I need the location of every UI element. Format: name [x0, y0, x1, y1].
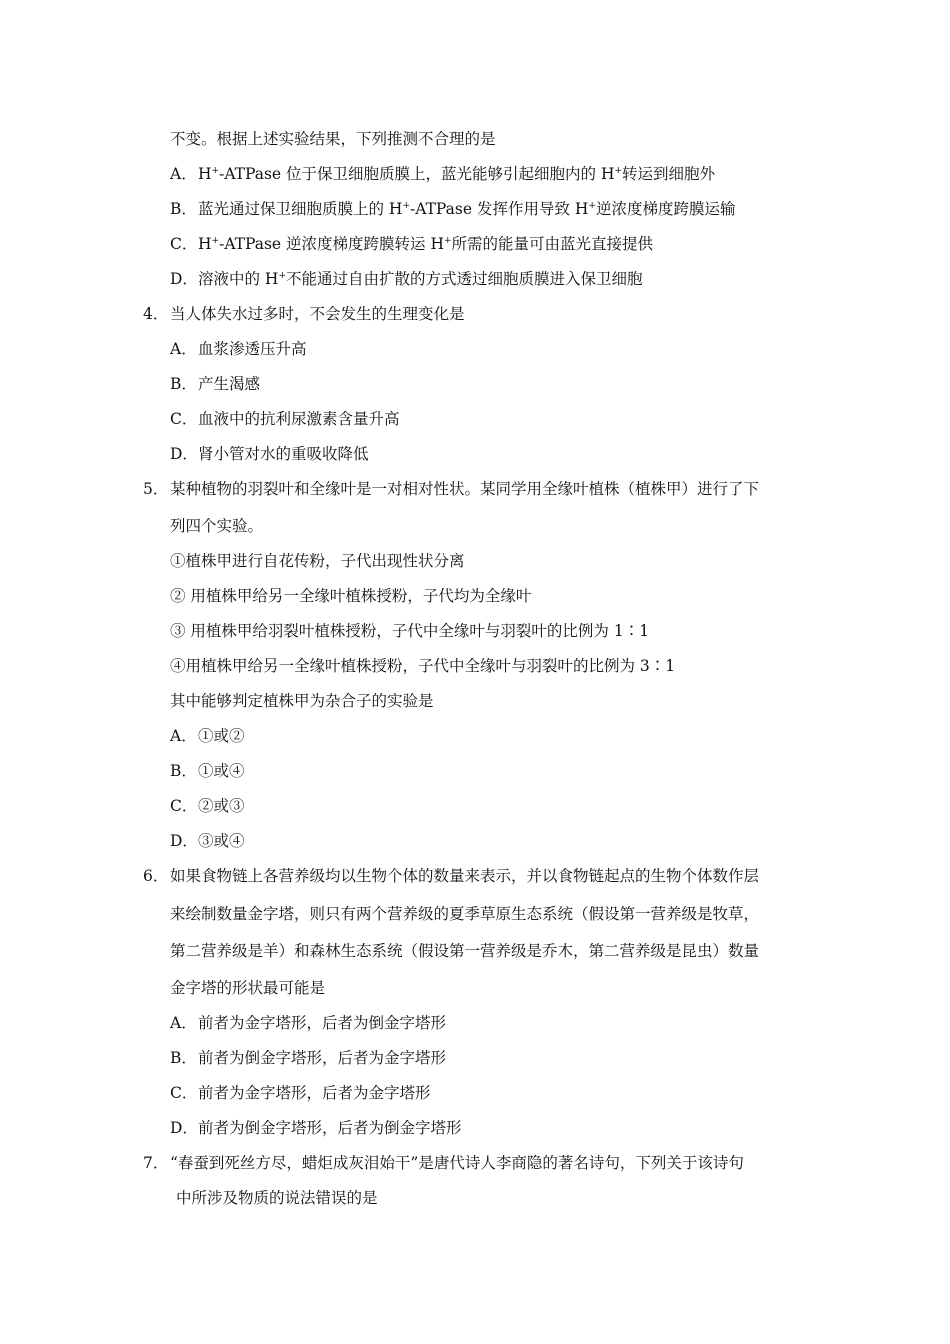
q6-option-a — [170, 1013, 446, 1033]
q5-experiment-2: ② 用植株甲给另一全缘叶植株授粉，子代均为全缘叶 — [170, 587, 532, 605]
q3-stem-tail: 不变。根据上述实验结果，下列推测不合理的是 — [170, 130, 496, 148]
option-letter: A． — [170, 727, 197, 745]
option-letter: B． — [170, 762, 197, 780]
superscript: + — [278, 271, 286, 281]
option-text: H — [198, 235, 212, 253]
q4-stem: 当人体失水过多时，不会发生的生理变化是 — [170, 305, 465, 323]
option-letter: C． — [170, 410, 198, 428]
option-text: 前者为金字塔形，后者为金字塔形 — [198, 1084, 431, 1102]
option-text: 溶液中的 H — [198, 270, 279, 288]
option-letter: D． — [170, 1119, 198, 1137]
q7-stem-line2: 中所涉及物质的说法错误的是 — [176, 1189, 378, 1207]
option-letter: B． — [170, 375, 197, 393]
q6-stem-line1: 如果食物链上各营养级均以生物个体的数量来表示，并以食物链起点的生物个体数作层 — [170, 867, 760, 885]
q5-experiment-3: ③ 用植株甲给羽裂叶植株授粉，子代中全缘叶与羽裂叶的比例为 1∶1 — [170, 622, 650, 640]
q7-stem-line1: “春蚕到死丝方尽，蜡炬成灰泪始干”是唐代诗人李商隐的著名诗句，下列关于该诗句 — [170, 1154, 744, 1172]
option-text: ②或③ — [198, 797, 245, 815]
q3-option-c — [170, 234, 653, 254]
option-text: 产生渴感 — [198, 375, 261, 393]
q4-option-a — [170, 339, 307, 359]
option-text: -ATPase 逆浓度梯度跨膜转运 H — [219, 235, 444, 253]
superscript: + — [211, 166, 220, 176]
option-text: 前者为倒金字塔形，后者为倒金字塔形 — [198, 1119, 462, 1137]
superscript: + — [588, 201, 596, 211]
superscript: + — [211, 236, 220, 246]
option-text: 不能通过自由扩散的方式透过细胞质膜进入保卫细胞 — [286, 270, 643, 288]
q7-number: 7． — [143, 1154, 169, 1172]
option-letter: A． — [170, 340, 197, 358]
q6-stem-line4: 金字塔的形状最可能是 — [170, 979, 326, 997]
option-letter: C． — [170, 1084, 198, 1102]
option-letter: C． — [170, 235, 198, 253]
option-text: 前者为金字塔形，后者为倒金字塔形 — [198, 1014, 447, 1032]
q5-question: 其中能够判定植株甲为杂合子的实验是 — [170, 692, 434, 710]
option-text: 蓝光通过保卫细胞质膜上的 H — [198, 200, 403, 218]
q6-option-c — [170, 1083, 431, 1103]
option-text: ①或② — [198, 727, 245, 745]
q5-number: 5． — [143, 480, 169, 498]
q5-option-c — [170, 796, 245, 816]
option-text: 血浆渗透压升高 — [198, 340, 307, 358]
option-text: -ATPase 发挥作用导致 H — [410, 200, 589, 218]
q5-stem-line1: 某种植物的羽裂叶和全缘叶是一对相对性状。某同学用全缘叶植株（植株甲）进行了下 — [170, 480, 760, 498]
q4-option-d — [170, 444, 369, 464]
q6-option-d — [170, 1118, 462, 1138]
option-letter: B． — [170, 1049, 197, 1067]
q6-option-b — [170, 1048, 446, 1068]
option-letter: C． — [170, 797, 198, 815]
option-letter: B． — [170, 200, 197, 218]
q5-option-a — [170, 726, 245, 746]
q3-option-d — [170, 269, 643, 289]
option-letter: D． — [170, 832, 198, 850]
q4-number: 4． — [143, 305, 169, 323]
q6-stem-line2: 来绘制数量金字塔，则只有两个营养级的夏季草原生态系统（假设第一营养级是牧草， — [170, 905, 760, 923]
q6-stem-line3: 第二营养级是羊）和森林生态系统（假设第一营养级是乔木，第二营养级是昆虫）数量 — [170, 942, 760, 960]
option-text: 血液中的抗利尿激素含量升高 — [198, 410, 400, 428]
q4-option-b — [170, 374, 260, 394]
q6-number: 6． — [143, 867, 169, 885]
q4-option-c — [170, 409, 400, 429]
option-letter: A． — [170, 165, 197, 183]
q5-stem-line2: 列四个实验。 — [170, 517, 264, 535]
option-text: 逆浓度梯度跨膜运输 — [595, 200, 736, 218]
option-text: H — [198, 165, 212, 183]
q5-option-b — [170, 761, 245, 781]
option-text: 转运到细胞外 — [622, 165, 716, 183]
q3-option-b — [170, 199, 735, 219]
option-letter: D． — [170, 445, 198, 463]
q3-option-a — [170, 164, 715, 184]
option-text: ③或④ — [198, 832, 245, 850]
q5-experiment-4: ④用植株甲给另一全缘叶植株授粉，子代中全缘叶与羽裂叶的比例为 3∶1 — [170, 657, 676, 675]
superscript: + — [402, 201, 410, 211]
superscript: + — [614, 166, 623, 176]
q5-experiment-1: ①植株甲进行自花传粉，子代出现性状分离 — [170, 552, 465, 570]
option-letter: D． — [170, 270, 198, 288]
option-text: 前者为倒金字塔形，后者为金字塔形 — [198, 1049, 447, 1067]
option-text: -ATPase 位于保卫细胞质膜上，蓝光能够引起细胞内的 H — [219, 165, 615, 183]
option-text: 所需的能量可由蓝光直接提供 — [451, 235, 654, 253]
q5-option-d — [170, 831, 245, 851]
superscript: + — [443, 236, 452, 246]
option-letter: A． — [170, 1014, 197, 1032]
option-text: ①或④ — [198, 762, 245, 780]
option-text: 肾小管对水的重吸收降低 — [198, 445, 369, 463]
